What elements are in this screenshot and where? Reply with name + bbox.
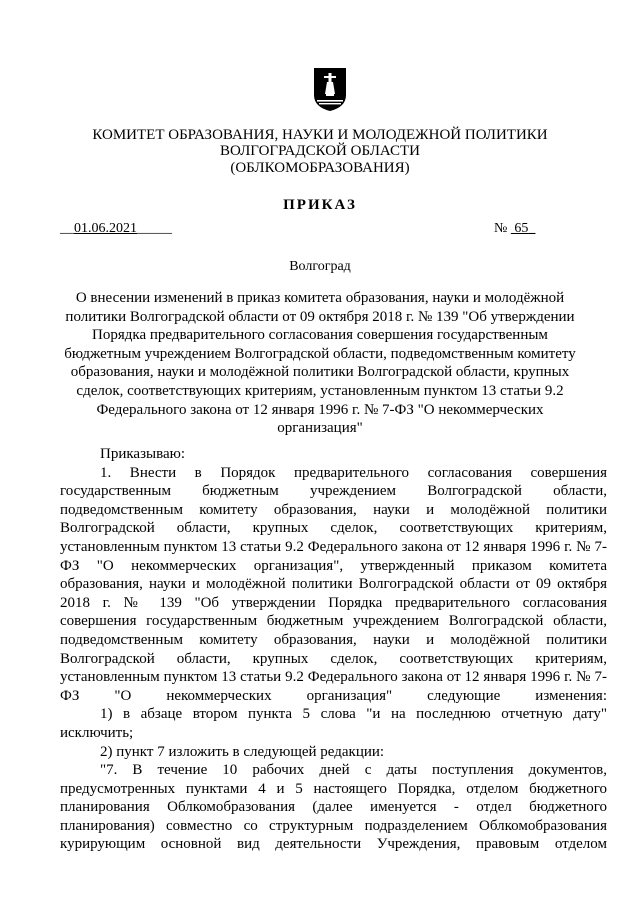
order-body	[60, 445, 607, 854]
document-title: ПРИКАЗ	[283, 197, 357, 213]
number-prefix: №	[494, 221, 511, 236]
order-subitem-1: 1) в абзаце втором пункта 5 слова "и на последнюю отчетную дату" исключить;	[60, 706, 607, 741]
number-value	[511, 221, 536, 236]
order-number	[494, 221, 535, 237]
order-word: Приказываю:	[100, 446, 185, 462]
org-name-line-1: КОМИТЕТ ОБРАЗОВАНИЯ, НАУКИ И МОЛОДЕЖНОЙ ПОЛИТИКИ	[92, 127, 548, 143]
coat-of-arms-icon	[313, 67, 347, 112]
number-suffix: _	[528, 221, 536, 236]
quoted-paragraph-7: "7. В течение 10 рабочих дней с даты поступления документов, предусмотренных пунктами 4 и 5 настоящего Порядка, отделом бюджетного планирования Облкомобразования (далее именуется - отдел бюджетного планирования) совместно со структурным подразделением Облкомобразования курирующим основной вид деятельности Учреждения, правовым отделом	[60, 762, 607, 853]
city: Волгоград	[289, 259, 351, 274]
date-value: 01.06.2021	[74, 221, 137, 236]
date-prefix: __	[60, 221, 74, 236]
order-date	[60, 221, 172, 237]
number-digits: 65	[514, 221, 529, 236]
order-item-1: 1. Внести в Порядок предварительного согласования совершения государственным бюджетным учреждением Волгоградской области, подведомственным комитету образования, науки и молодёжной политики Волгоградской области, крупных сделок, соответствующих критериям, установленным пунктом 13 статьи 9.2 Федерального закона от 12 января 1996 г. № 7-ФЗ "О некоммерческих организация", утвержденный приказом комитета образования, науки и молодёжной политики Волгоградской области от 09 октября 2018 г. № 139 "Об утверждении Порядка предварительного согласования совершения государственным бюджетным учреждением Волгоградской области, подведомственным комитету образования, науки и молодёжной политики Волгоградской области, крупных сделок, соответствующих критериям, установленным пунктом 13 статьи 9.2 Федерального закона от 12 января 1996 г. № 7-ФЗ "О некоммерческих организация" следующие изменения:	[60, 464, 607, 704]
order-subitem-2: 2) пункт 7 изложить в следующей редакции:	[100, 743, 385, 760]
org-name-line-2: ВОЛГОГРАДСКОЙ ОБЛАСТИ	[220, 143, 420, 159]
order-subject: О внесении изменений в приказ комитета образования, науки и молодёжной политики Волгоградской области от 09 октября 2018 г. № 139 "Об утверждении Порядка предварительного согласования совершения государственным бюджетным учреждением Волгоградской области, подведомственным комитету образования, науки и молодёжной политики Волгоградской области, крупных сделок, соответствующих критериям, установленным пунктом 13 статьи 9.2 Федерального закона от 12 января 1996 г. № 7-ФЗ "О некоммерческих организация"	[64, 290, 576, 437]
date-suffix: _____	[137, 221, 172, 236]
org-name-short: (ОБЛКОМОБРАЗОВАНИЯ)	[230, 160, 410, 176]
